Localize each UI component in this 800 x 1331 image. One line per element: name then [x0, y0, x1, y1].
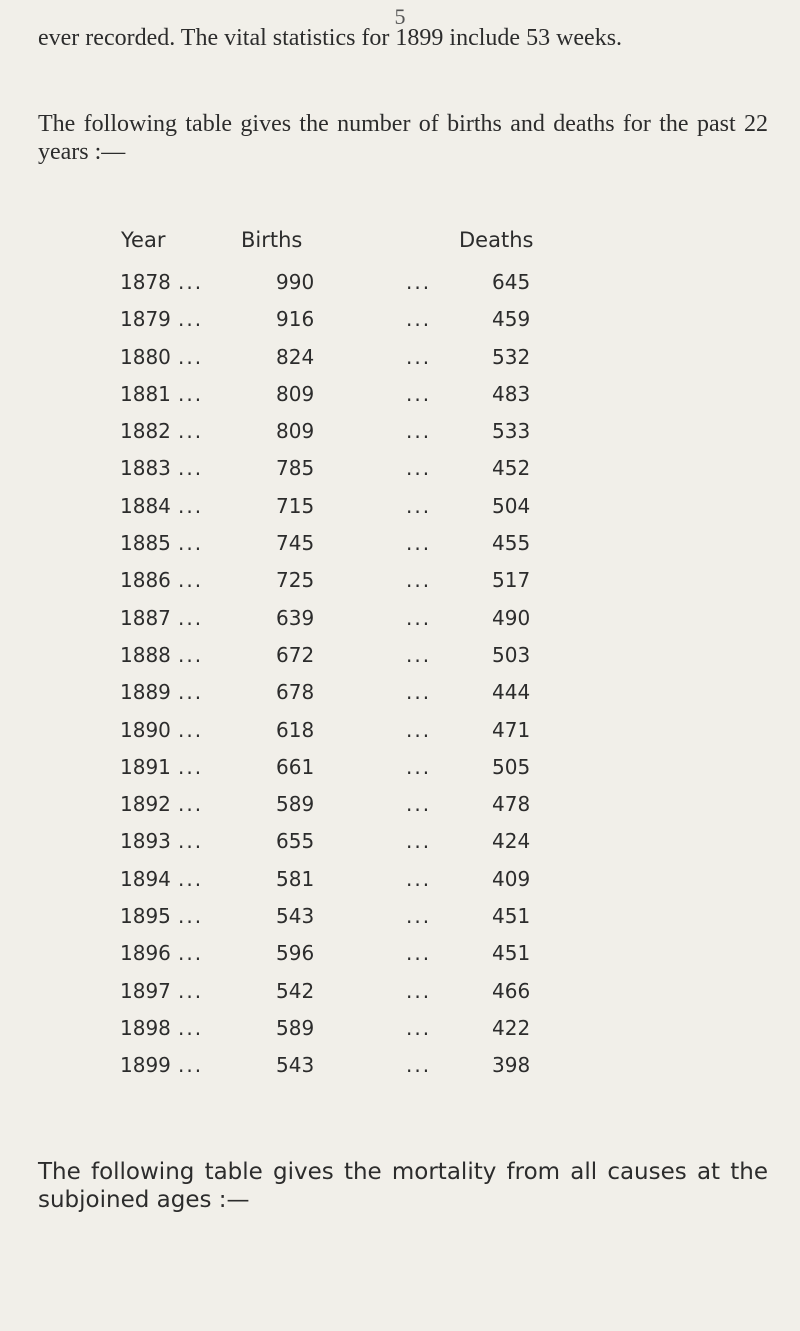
leader-dots: ... — [178, 717, 204, 742]
leader-dots: ... — [178, 829, 204, 854]
table-row — [0, 904, 800, 941]
leader-dots: ... — [406, 904, 432, 929]
leader-dots: ... — [406, 941, 432, 966]
leader-dots: ... — [406, 344, 432, 369]
deaths-cell: 490 — [492, 605, 531, 630]
leader-dots: ... — [178, 866, 204, 891]
births-cell: 809 — [276, 381, 315, 406]
deaths-cell: 645 — [492, 270, 531, 294]
year-cell: 1891 — [120, 754, 171, 779]
leader-dots: ... — [406, 829, 432, 854]
births-cell: 542 — [276, 978, 315, 1003]
births-cell: 655 — [276, 829, 315, 854]
deaths-cell: 533 — [492, 419, 531, 444]
table-row — [0, 568, 800, 605]
table-row — [0, 941, 800, 978]
births-cell: 745 — [276, 531, 315, 556]
table-row — [0, 531, 800, 568]
deaths-cell: 444 — [492, 680, 531, 705]
births-cell: 725 — [276, 568, 315, 593]
leader-dots: ... — [406, 419, 432, 444]
deaths-cell: 398 — [492, 1053, 531, 1078]
leader-dots: ... — [406, 307, 432, 332]
leader-dots: ... — [406, 642, 432, 667]
year-cell: 1889 — [120, 680, 171, 705]
leader-dots: ... — [178, 531, 204, 556]
page-number: 5 — [394, 4, 406, 29]
births-cell: 639 — [276, 605, 315, 630]
births-deaths-table — [0, 228, 800, 1091]
leader-dots: ... — [178, 270, 204, 294]
deaths-cell: 466 — [492, 978, 531, 1003]
births-cell: 661 — [276, 754, 315, 779]
header-deaths: Deaths — [459, 228, 534, 252]
deaths-cell: 409 — [492, 866, 531, 891]
leader-dots: ... — [178, 419, 204, 444]
deaths-cell: 459 — [492, 307, 531, 332]
year-cell: 1899 — [120, 1053, 171, 1078]
leader-dots: ... — [178, 568, 204, 593]
births-cell: 678 — [276, 680, 315, 705]
table-row — [0, 979, 800, 1016]
leader-dots: ... — [406, 1015, 432, 1040]
leader-dots: ... — [406, 493, 432, 518]
year-cell: 1880 — [120, 344, 171, 369]
deaths-cell: 505 — [492, 754, 531, 779]
header-year: Year — [121, 228, 166, 252]
births-cell: 809 — [276, 419, 315, 444]
table-row — [0, 456, 800, 493]
table-row — [0, 1053, 800, 1090]
year-cell: 1883 — [120, 456, 171, 481]
table-row — [0, 829, 800, 866]
table-header — [0, 228, 800, 270]
table-row — [0, 680, 800, 717]
leader-dots: ... — [178, 1015, 204, 1040]
year-cell: 1887 — [120, 605, 171, 630]
leader-dots: ... — [406, 978, 432, 1003]
leader-dots: ... — [406, 270, 432, 294]
table-row — [0, 307, 800, 344]
year-cell: 1888 — [120, 642, 171, 667]
leader-dots: ... — [406, 866, 432, 891]
table-row — [0, 755, 800, 792]
deaths-cell: 483 — [492, 381, 531, 406]
leader-dots: ... — [406, 531, 432, 556]
year-cell: 1894 — [120, 866, 171, 891]
deaths-cell: 424 — [492, 829, 531, 854]
table-body — [0, 270, 800, 1091]
leader-dots: ... — [178, 642, 204, 667]
table-row — [0, 792, 800, 829]
table-row — [0, 345, 800, 382]
leader-dots: ... — [406, 792, 432, 817]
deaths-cell: 452 — [492, 456, 531, 481]
births-cell: 589 — [276, 1015, 315, 1040]
year-cell: 1878 — [120, 270, 171, 294]
table-intro-paragraph: The following table gives the number of births and deaths for the past 22 years :— — [38, 111, 768, 165]
leader-dots: ... — [406, 754, 432, 779]
leader-dots: ... — [178, 1053, 204, 1078]
leader-dots: ... — [178, 344, 204, 369]
leader-dots: ... — [178, 493, 204, 518]
table-row — [0, 382, 800, 419]
deaths-cell: 478 — [492, 792, 531, 817]
births-cell: 672 — [276, 642, 315, 667]
leader-dots: ... — [178, 307, 204, 332]
births-cell: 543 — [276, 1053, 315, 1078]
year-cell: 1882 — [120, 419, 171, 444]
deaths-cell: 471 — [492, 717, 531, 742]
table-row — [0, 867, 800, 904]
leader-dots: ... — [178, 941, 204, 966]
births-cell: 785 — [276, 456, 315, 481]
year-cell: 1896 — [120, 941, 171, 966]
leader-dots: ... — [406, 568, 432, 593]
leader-dots: ... — [178, 680, 204, 705]
births-cell: 543 — [276, 904, 315, 929]
year-cell: 1879 — [120, 307, 171, 332]
deaths-cell: 504 — [492, 493, 531, 518]
year-cell: 1884 — [120, 493, 171, 518]
year-cell: 1897 — [120, 978, 171, 1003]
births-cell: 618 — [276, 717, 315, 742]
deaths-cell: 503 — [492, 642, 531, 667]
deaths-cell: 455 — [492, 531, 531, 556]
year-cell: 1895 — [120, 904, 171, 929]
deaths-cell: 422 — [492, 1015, 531, 1040]
leader-dots: ... — [178, 754, 204, 779]
leader-dots: ... — [178, 978, 204, 1003]
leader-dots: ... — [178, 904, 204, 929]
intro-paragraph: ever recorded. The vital statistics for 1899 include 53 weeks. — [38, 25, 623, 51]
table-row — [0, 494, 800, 531]
table-row — [0, 1016, 800, 1053]
table-row — [0, 270, 800, 307]
table-row — [0, 419, 800, 456]
leader-dots: ... — [406, 1053, 432, 1078]
outro-paragraph: The following table gives the mortality from all causes at the subjoined ages :— — [38, 1159, 768, 1213]
births-cell: 824 — [276, 344, 315, 369]
leader-dots: ... — [178, 792, 204, 817]
table-row — [0, 606, 800, 643]
year-cell: 1881 — [120, 381, 171, 406]
deaths-cell: 517 — [492, 568, 531, 593]
births-cell: 589 — [276, 792, 315, 817]
leader-dots: ... — [178, 605, 204, 630]
deaths-cell: 532 — [492, 344, 531, 369]
leader-dots: ... — [406, 381, 432, 406]
births-cell: 990 — [276, 270, 315, 294]
table-row — [0, 718, 800, 755]
leader-dots: ... — [406, 680, 432, 705]
year-cell: 1892 — [120, 792, 171, 817]
deaths-cell: 451 — [492, 941, 531, 966]
births-cell: 581 — [276, 866, 315, 891]
births-cell: 916 — [276, 307, 315, 332]
table-row — [0, 643, 800, 680]
year-cell: 1893 — [120, 829, 171, 854]
year-cell: 1890 — [120, 717, 171, 742]
year-cell: 1885 — [120, 531, 171, 556]
leader-dots: ... — [406, 717, 432, 742]
leader-dots: ... — [406, 605, 432, 630]
year-cell: 1898 — [120, 1015, 171, 1040]
year-cell: 1886 — [120, 568, 171, 593]
leader-dots: ... — [178, 381, 204, 406]
leader-dots: ... — [406, 456, 432, 481]
births-cell: 715 — [276, 493, 315, 518]
deaths-cell: 451 — [492, 904, 531, 929]
leader-dots: ... — [178, 456, 204, 481]
births-cell: 596 — [276, 941, 315, 966]
header-births: Births — [241, 228, 303, 252]
